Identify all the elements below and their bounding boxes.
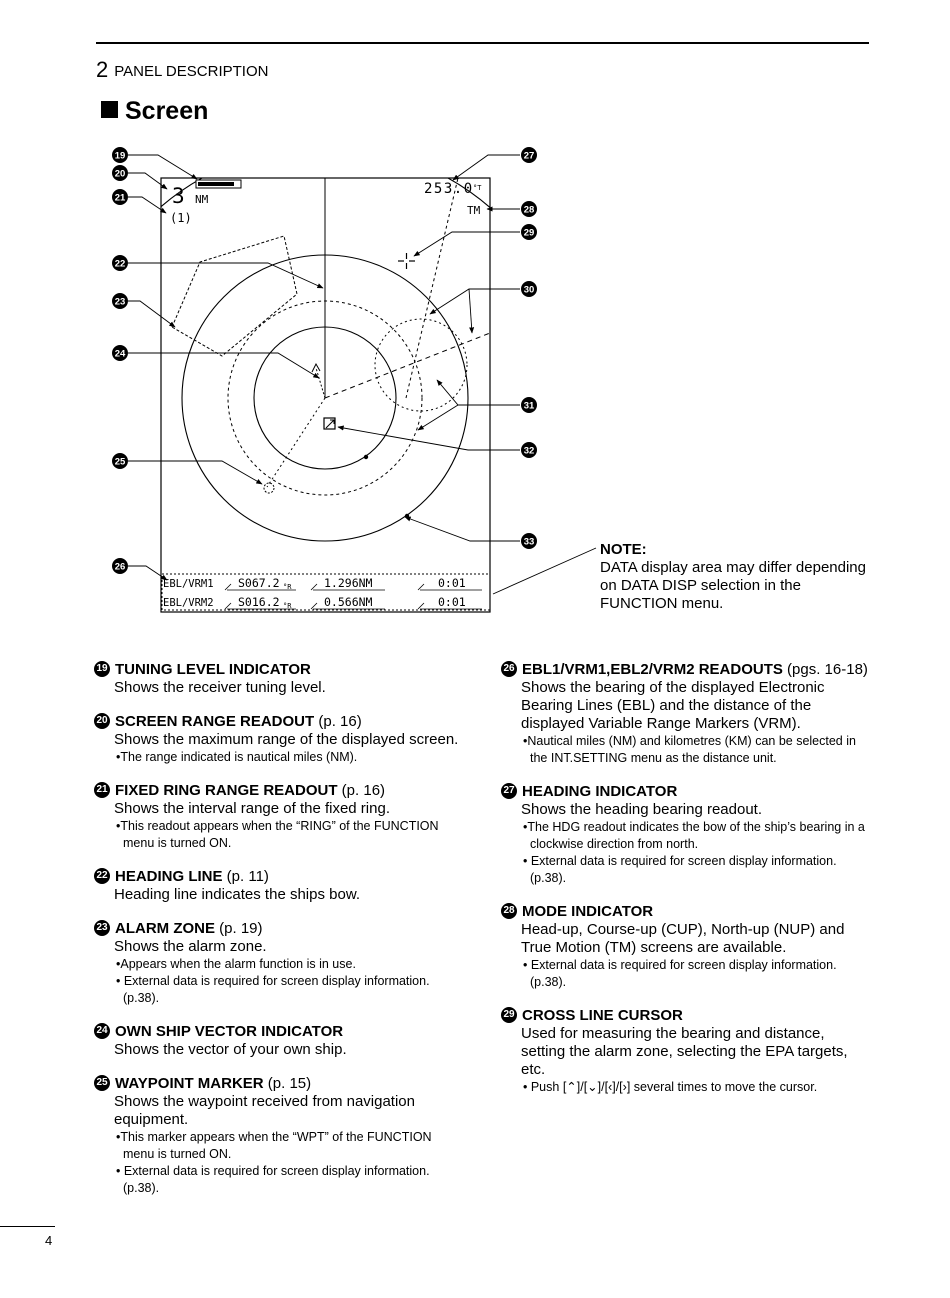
item-number-badge: 23: [94, 920, 110, 936]
item-page-ref: (pgs. 16-18): [782, 661, 868, 678]
item-title-text: TUNING LEVEL INDICATOR: [115, 661, 311, 678]
callout-31-num: 31: [523, 400, 535, 412]
item-number-badge: 20: [94, 713, 110, 729]
callout-26-num: 26: [114, 561, 126, 573]
callout-19-num: 19: [114, 150, 126, 162]
callout-21-num: 21: [114, 192, 126, 204]
item-bullet: •Nautical miles (NM) and kilometres (KM) can be selected in the INT.SETTING menu as the distance unit.: [523, 734, 856, 765]
description-item: [501, 660, 869, 767]
ebl-point-1: [364, 455, 368, 459]
item-title-text: EBL1/VRM1,EBL2/VRM2 READOUTS: [522, 661, 783, 678]
item-number-badge: 21: [94, 782, 110, 798]
item-page-ref: (p. 15): [263, 1075, 312, 1092]
readout-2-bearing: S016.2: [238, 595, 280, 609]
item-description: Shows the interval range of the fixed ring.: [114, 800, 390, 817]
item-title: [501, 782, 869, 801]
note-text: DATA display area may differ depending on DATA DISP selection in the FUNCTION menu.: [600, 559, 866, 612]
item-page-ref: (p. 11): [222, 868, 269, 885]
item-title: [94, 660, 462, 679]
item-title-text: FIXED RING RANGE READOUT: [115, 782, 338, 799]
item-title: [94, 781, 462, 800]
item-bullet: • External data is required for screen display information. (p.38).: [523, 958, 837, 989]
item-description: Shows the waypoint received from navigation equipment.: [114, 1093, 415, 1128]
item-title-text: MODE INDICATOR: [522, 903, 654, 920]
item-description: Used for measuring the bearing and distance, setting the alarm zone, selecting the EPA targets, etc.: [521, 1025, 848, 1078]
callout-29-num: 29: [523, 227, 535, 239]
item-description: Head-up, Course-up (CUP), North-up (NUP) and True Motion (TM) screens are available.: [521, 921, 845, 956]
item-number-badge: 24: [94, 1023, 110, 1039]
chapter-number: 2: [96, 57, 109, 82]
item-title: [94, 867, 462, 886]
item-number-badge: 22: [94, 868, 110, 884]
tuning-bar-fill: [198, 182, 234, 186]
readout-1-label: EBL/VRM1: [163, 578, 214, 590]
note-title: NOTE:: [600, 541, 647, 558]
item-title: [94, 1074, 462, 1093]
item-number-badge: 29: [501, 1007, 517, 1023]
item-title-text: ALARM ZONE: [115, 920, 215, 937]
item-number-badge: 26: [501, 661, 517, 677]
left-description-column: [94, 660, 462, 1212]
readout-2-label: EBL/VRM2: [163, 597, 214, 609]
description-item: [94, 867, 462, 904]
item-title: [501, 660, 869, 679]
item-title-text: CROSS LINE CURSOR: [522, 1007, 683, 1024]
readout-2-time: 0:01: [438, 595, 466, 609]
item-title: [94, 919, 462, 938]
item-title: [94, 1022, 462, 1041]
description-item: [501, 782, 869, 887]
callout-28-num: 28: [523, 204, 535, 216]
item-bullet: • External data is required for screen display information. (p.38).: [523, 854, 837, 885]
description-item: [501, 902, 869, 991]
item-number-badge: 25: [94, 1075, 110, 1091]
item-title-text: OWN SHIP VECTOR INDICATOR: [115, 1023, 344, 1040]
item-bullet: •The range indicated is nautical miles (NM).: [116, 750, 358, 764]
callout-22-num: 22: [114, 258, 126, 270]
item-description: Shows the heading bearing readout.: [521, 801, 763, 818]
readout-2-distance: 0.566NM: [324, 595, 373, 609]
description-item: [94, 781, 462, 852]
section-title-text: Screen: [125, 97, 209, 125]
callout-20-num: 20: [114, 168, 126, 180]
range-unit: NM: [195, 193, 209, 206]
readout-1-bearing: S067.2: [238, 576, 280, 590]
item-bullet: • Push [⌃]/[⌄]/[‹]/[›] several times to move the cursor.: [523, 1080, 818, 1094]
callout-32-num: 32: [523, 445, 535, 457]
callout-25-num: 25: [114, 456, 126, 468]
item-title-text: WAYPOINT MARKER: [115, 1075, 264, 1092]
heading-value: 253.0: [424, 181, 474, 197]
item-description: Shows the bearing of the displayed Electronic Bearing Lines (EBL) and the distance of the displayed Variable Range Markers (VRM).: [521, 679, 825, 732]
item-bullet: • External data is required for screen display information. (p.38).: [116, 1164, 430, 1195]
callout-30-num: 30: [523, 284, 535, 296]
item-description: Heading line indicates the ships bow.: [114, 886, 360, 903]
callout-24-num: 24: [114, 348, 126, 360]
description-item: [94, 1074, 462, 1197]
item-number-badge: 27: [501, 783, 517, 799]
heading-suffix: °T: [473, 184, 482, 192]
item-page-ref: (p. 16): [314, 713, 362, 730]
ring-range: (1): [170, 211, 192, 225]
chapter-title: PANEL DESCRIPTION: [114, 63, 269, 80]
item-page-ref: (p. 19): [215, 920, 263, 937]
item-title: [501, 1006, 869, 1025]
item-title: [501, 902, 869, 921]
description-item: [94, 919, 462, 1007]
item-title: [94, 712, 462, 731]
item-description: Shows the receiver tuning level.: [114, 679, 326, 696]
readout-1-distance: 1.296NM: [324, 576, 373, 590]
description-item: [94, 660, 462, 697]
item-number-badge: 19: [94, 661, 110, 677]
callout-27-num: 27: [523, 150, 535, 162]
mode-indicator: TM: [467, 204, 481, 217]
item-bullet: • External data is required for screen display information. (p.38).: [116, 974, 430, 1005]
readout-1-time: 0:01: [438, 576, 466, 590]
item-bullet: •This marker appears when the “WPT” of the FUNCTION menu is turned ON.: [116, 1130, 432, 1161]
range-value: 3: [172, 184, 185, 208]
footer-rule: [0, 1226, 55, 1227]
right-description-column: [501, 660, 869, 1111]
item-number-badge: 28: [501, 903, 517, 919]
description-item: [94, 712, 462, 766]
item-description: Shows the vector of your own ship.: [114, 1041, 347, 1058]
item-description: Shows the maximum range of the displayed screen.: [114, 731, 459, 748]
item-description: Shows the alarm zone.: [114, 938, 267, 955]
item-bullet: •This readout appears when the “RING” of the FUNCTION menu is turned ON.: [116, 819, 439, 850]
item-page-ref: (p. 16): [337, 782, 386, 799]
item-title-text: HEADING LINE: [115, 868, 223, 885]
description-item: [501, 1006, 869, 1096]
page-number: 4: [45, 1233, 53, 1248]
item-bullet: •The HDG readout indicates the bow of the ship’s bearing in a clockwise direction from north.: [523, 820, 865, 851]
callout-23-num: 23: [114, 296, 126, 308]
readout-2-unit: °R: [283, 602, 292, 610]
item-title-text: HEADING INDICATOR: [522, 783, 678, 800]
callout-33-num: 33: [523, 536, 535, 548]
item-title-text: SCREEN RANGE READOUT: [115, 713, 315, 730]
description-item: [94, 1022, 462, 1059]
note-box: [600, 541, 870, 613]
readout-1-unit: °R: [283, 583, 292, 591]
item-bullet: •Appears when the alarm function is in use.: [116, 957, 356, 971]
